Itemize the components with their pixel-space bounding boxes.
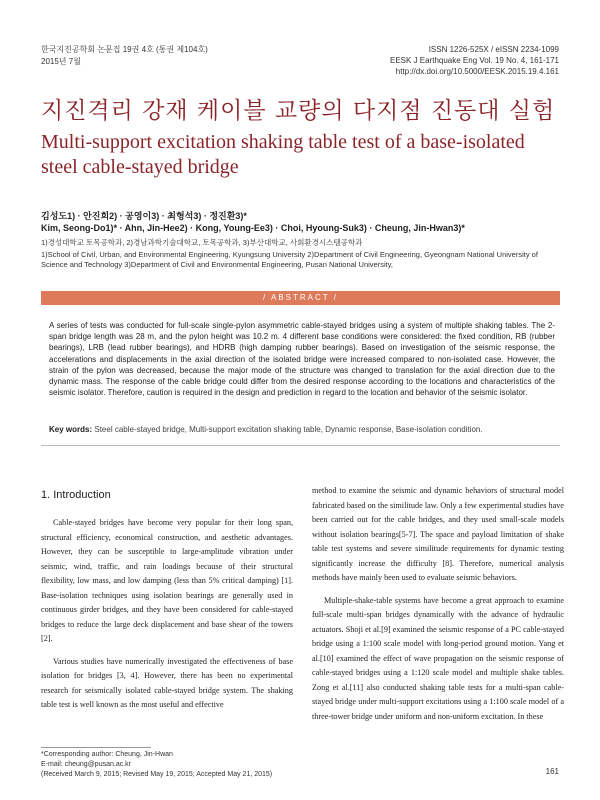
corresponding-author: *Corresponding author: Cheung, Jin-Hwan: [41, 751, 173, 758]
keywords-label: Key words:: [49, 425, 93, 434]
section-title: 1. Introduction: [41, 489, 111, 501]
paragraph: Multiple-shake-table systems have become a great approach to examine full-scale multi-span bridges dynamically with the advance of hydraulic actuators. Shoji et al.[9] examined the seismic response of a PC cable-stayed bridge using a 1:100 scale model with long-period ground motion. Yang et al.[10] examined the effect of wave propagation on the seismic response of cable-stayed bridges using a 1:120 scale model and multiple shake tables. Zong et al.[11] also conducted shaking table tests for a multi-span cable-stayed bridge under multi-support excitations using a 1:100 scale model of a three-tower bridge under uniform and non-uniform excitation. In these: [312, 595, 564, 721]
doi-link[interactable]: http://dx.doi.org/10.5000/EESK.2015.19.4.161: [395, 67, 559, 76]
paragraph: method to examine the seismic and dynamic behaviors of structural model fabricated based on the similitude law. Only a few experimental studies have been carried out for the cable bridges, and they used small-scale models without isolation bearings[5-7]. The space and payload limitation of shake table test systems and severe similitude requirements for dynamic testing significantly increase the difficulty [8]. Therefore, numerical analysis methods have mainly been used to evaluate seismic behaviors.: [312, 486, 564, 582]
title-korean: 지진격리 강재 케이블 교량의 다지점 진동대 실험: [41, 98, 556, 124]
left-column: [41, 516, 293, 713]
journal-volume: EESK J Earthquake Eng Vol. 19 No. 4, 161-171: [390, 56, 559, 65]
abstract-text: A series of tests was conducted for full-scale single-pylon asymmetric cable-stayed bridges using a system of multiple shaking tables. The 2-span bridge length was 28 m, and the pylon height was 10.2 m. 4 different base conditions were considered: the fixed condition, RB (rubber bearings), LRB (lead rubber bearings), and HDRB (high damping rubber bearings). Based on investigation of the seismic response, the accelerations and displacements in the axial direction of the isolated bridge were increased compared to non-isolated case. However, the strain of the pylon was decreased, because the major mode of the structure was changed to translation for the axial direction due to the dynamic mass. The response of the cable bridge could differ from the desired response according to the locations and characteristics of the seismic isolator. Therefore, caution is required in the design and prediction in regard to the location and behavior of the seismic isolator.: [49, 321, 555, 398]
page-number: 161: [545, 767, 559, 776]
keywords-list: Steel cable-stayed bridge, Multi-support excitation shaking table, Dynamic response, Base-isolation condition.: [94, 425, 483, 434]
journal-date: 2015년 7월: [41, 57, 81, 66]
divider: [41, 445, 560, 446]
paragraph: Various studies have numerically investigated the effectiveness of base isolation for bridges [3, 4]. However, there has been no experimental research for seismically isolated cable-stayed bridge system. The shaking table test is well known as the most useful and effective: [41, 656, 293, 709]
footnote: [41, 750, 301, 780]
abstract-heading: / ABSTRACT /: [41, 291, 560, 305]
paragraph: Cable-stayed bridges have become very popular for their long span, structural efficiency, economical construction, and aesthetic advantages. However, they can be susceptible to large-amplitude vibration under seismic, wind, traffic, and rain loadings because of their structural flexibility, low mass, and low damping (less than 5% critical damping) [1]. Base-isolation techniques using isolation bearings are generally used in continuous girder bridges, and they have been considered for cable-stayed bridges to reduce the large deck displacement and base shear of the towers [2].: [41, 518, 293, 643]
issn: ISSN 1226-525X / eISSN 2234-1099: [428, 45, 559, 54]
journal-issue: 한국지진공학회 논문집 19권 4호 (통권 제104호): [41, 45, 208, 54]
affiliations-english: 1)School of Civil, Urban, and Environmental Engineering, Kyungsung University 2)Department of Civil Engineering, Gyeongnam National University of Science and Technology 3)Department of Civil and Environmental Engineering, Pusan National University,: [41, 250, 538, 269]
authors-english: Kim, Seong-Do1)* · Ahn, Jin-Hee2) · Kong, Young-Ee3) · Choi, Hyoung-Suk3) · Cheung, Jin-Hwan3)*: [41, 223, 465, 233]
journal-header-korean: [41, 44, 208, 68]
keywords: [49, 424, 555, 435]
journal-header-english: [390, 44, 559, 77]
right-column: [312, 484, 564, 724]
title-english: Multi-support excitation shaking table test of a base-isolated steel cable-stayed bridge: [41, 131, 525, 178]
authors-korean: 김성도1) · 안진희2) · 공영이3) · 최형석3) · 정진환3)*: [41, 211, 247, 221]
author-email[interactable]: E-mail: cheung@pusan.ac.kr: [41, 761, 131, 768]
affiliations-korean: 1)경성대학교 토목공학과, 2)경남과학기술대학교, 토목공학과, 3)부산대학교, 사회환경시스템공학과: [41, 238, 363, 247]
footnote-rule: [41, 747, 151, 748]
received-dates: (Received March 9, 2015; Revised May 19, 2015; Accepted May 21, 2015): [41, 771, 273, 778]
